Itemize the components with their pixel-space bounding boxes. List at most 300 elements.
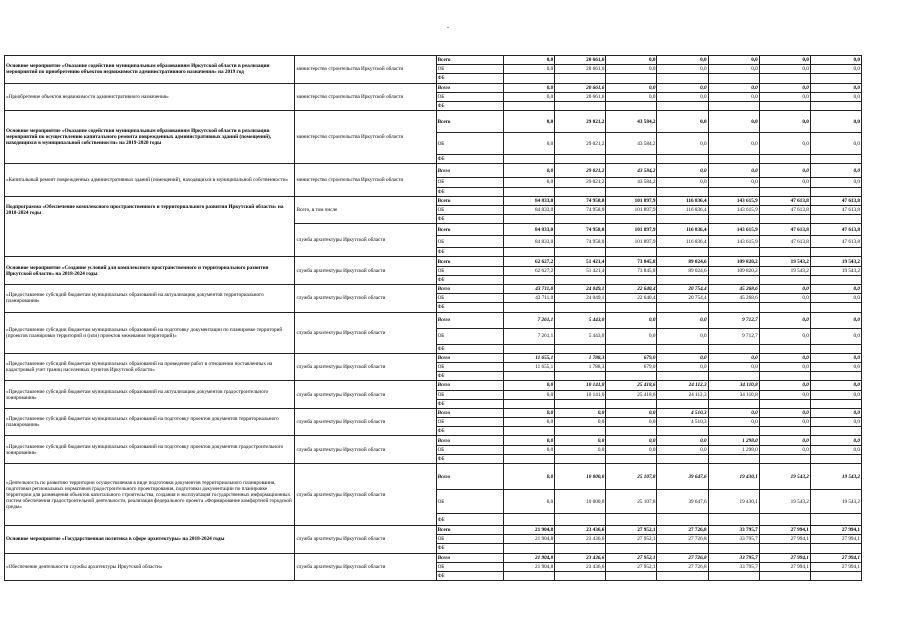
amount-cell — [810, 187, 861, 196]
amount-cell: 33 795,7 — [708, 562, 759, 571]
amount-cell: 84 833,0 — [504, 224, 555, 236]
amount-cell: 0,0 — [759, 56, 810, 65]
responsible-cell: служба архитектуры Иркутской области — [295, 381, 436, 409]
amount-cell: 47 613,8 — [810, 196, 861, 205]
amount-cell — [759, 399, 810, 408]
amount-cell — [504, 514, 555, 526]
amount-cell: 0,0 — [759, 178, 810, 187]
amount-cell: 116 836,4 — [657, 196, 708, 205]
amount-cell: 0,0 — [504, 164, 555, 178]
page-mark: . — [447, 21, 449, 30]
amount-cell: 0,0 — [504, 408, 555, 417]
amount-cell — [759, 427, 810, 436]
amount-cell: 47 613,8 — [759, 224, 810, 236]
amount-cell — [810, 215, 861, 224]
amount-cell: 0,0 — [810, 408, 861, 417]
amount-cell: 0,0 — [504, 111, 555, 133]
funding-source-cell: Всего — [436, 312, 503, 328]
amount-cell: 0,0 — [606, 328, 657, 344]
amount-cell: 0,0 — [504, 490, 555, 514]
amount-cell: 0,0 — [708, 408, 759, 417]
funding-source-cell: ОБ — [436, 328, 503, 344]
activity-name-cell — [5, 224, 295, 257]
amount-cell — [555, 514, 606, 526]
amount-cell — [606, 303, 657, 312]
amount-cell: 0,0 — [504, 436, 555, 445]
funding-source-cell: ФБ — [436, 344, 503, 353]
amount-cell — [759, 248, 810, 257]
amount-cell: 47 613,8 — [810, 205, 861, 214]
amount-cell — [606, 275, 657, 284]
amount-cell: 0,0 — [810, 328, 861, 344]
amount-cell: 101 897,9 — [606, 224, 657, 236]
amount-cell — [504, 399, 555, 408]
amount-cell — [657, 303, 708, 312]
amount-cell: 10 141,0 — [555, 381, 606, 390]
amount-cell: 7 261,1 — [504, 312, 555, 328]
amount-cell: 9 712,7 — [708, 328, 759, 344]
amount-cell: 0,0 — [606, 65, 657, 74]
amount-cell: 34 110,8 — [708, 381, 759, 390]
amount-cell: 0,0 — [759, 445, 810, 454]
amount-cell — [555, 155, 606, 164]
amount-cell — [606, 101, 657, 110]
funding-source-cell: Всего — [436, 436, 503, 445]
amount-cell: 10 000,0 — [555, 490, 606, 514]
table-row — [5, 224, 862, 236]
amount-cell: 0,0 — [504, 83, 555, 92]
amount-cell: 5 443,0 — [555, 328, 606, 344]
funding-source-cell: ОБ — [436, 65, 503, 74]
amount-cell — [504, 454, 555, 463]
amount-cell: 0,0 — [657, 328, 708, 344]
amount-cell: 0,0 — [759, 294, 810, 303]
responsible-cell: служба архитектуры Иркутской области — [295, 224, 436, 257]
amount-cell — [504, 544, 555, 553]
funding-source-cell: ФБ — [436, 427, 503, 436]
amount-cell: 0,0 — [708, 362, 759, 371]
amount-cell: 109 820,2 — [708, 257, 759, 266]
amount-cell — [810, 74, 861, 83]
budget-table — [4, 55, 862, 581]
amount-cell: 51 421,4 — [555, 266, 606, 275]
amount-cell — [708, 427, 759, 436]
activity-name-cell: «Предоставление субсидии бюджетам муниципальных образований на подготовку документации по планировке территорий (проектов планировки территорий и (или) проектов межевания территорий)» — [5, 312, 295, 353]
amount-cell: 74 958,0 — [555, 236, 606, 248]
amount-cell: 0,0 — [606, 408, 657, 417]
table-row — [5, 553, 862, 562]
table-row — [5, 312, 862, 328]
amount-cell: 23 436,6 — [555, 526, 606, 535]
table-row — [5, 83, 862, 92]
funding-source-cell: ФБ — [436, 74, 503, 83]
amount-cell — [555, 427, 606, 436]
funding-source-cell: ОБ — [436, 362, 503, 371]
amount-cell — [810, 155, 861, 164]
amount-cell — [555, 275, 606, 284]
amount-cell — [504, 187, 555, 196]
amount-cell — [504, 303, 555, 312]
activity-name-cell: «Предоставление субсидий бюджетам муниципальных образований на подготовку проектов документов территориального планирования» — [5, 408, 295, 436]
responsible-cell: Всего, в том числе — [295, 196, 436, 224]
table-row — [5, 353, 862, 362]
amount-cell: 0,0 — [606, 92, 657, 101]
amount-cell — [555, 187, 606, 196]
amount-cell: 43 584,2 — [606, 178, 657, 187]
amount-cell: 20 661,6 — [555, 92, 606, 101]
amount-cell: 25 107,8 — [606, 464, 657, 490]
funding-source-cell: ФБ — [436, 215, 503, 224]
amount-cell — [759, 275, 810, 284]
funding-source-cell: ОБ — [436, 294, 503, 303]
amount-cell — [759, 372, 810, 381]
funding-source-cell: ОБ — [436, 445, 503, 454]
amount-cell: 25 418,6 — [606, 381, 657, 390]
amount-cell — [810, 275, 861, 284]
responsible-cell: министерство строительства Иркутской области — [295, 83, 436, 111]
amount-cell — [606, 454, 657, 463]
funding-source-cell: Всего — [436, 353, 503, 362]
amount-cell: 27 994,1 — [810, 553, 861, 562]
amount-cell: 27 994,1 — [759, 535, 810, 544]
amount-cell — [555, 344, 606, 353]
amount-cell — [657, 514, 708, 526]
amount-cell: 34 110,8 — [708, 390, 759, 399]
amount-cell — [657, 399, 708, 408]
amount-cell: 0,0 — [810, 178, 861, 187]
amount-cell: 89 024,6 — [657, 266, 708, 275]
amount-cell — [606, 344, 657, 353]
amount-cell — [657, 248, 708, 257]
amount-cell: 116 836,4 — [657, 236, 708, 248]
amount-cell: 0,0 — [810, 164, 861, 178]
amount-cell: 21 904,8 — [504, 535, 555, 544]
amount-cell — [657, 571, 708, 580]
amount-cell: 11 655,1 — [504, 362, 555, 371]
amount-cell: 29 021,2 — [555, 133, 606, 155]
amount-cell: 4 510,3 — [657, 418, 708, 427]
table-row — [5, 464, 862, 490]
funding-source-cell: Всего — [436, 464, 503, 490]
amount-cell: 0,0 — [759, 436, 810, 445]
amount-cell: 0,0 — [504, 464, 555, 490]
amount-cell: 0,0 — [708, 92, 759, 101]
amount-cell: 0,0 — [810, 285, 861, 294]
responsible-cell: служба архитектуры Иркутской области — [295, 464, 436, 526]
amount-cell — [708, 372, 759, 381]
amount-cell: 0,0 — [759, 408, 810, 417]
amount-cell: 0,0 — [657, 178, 708, 187]
amount-cell: 27 994,1 — [759, 553, 810, 562]
funding-source-cell: Всего — [436, 257, 503, 266]
amount-cell — [759, 215, 810, 224]
funding-source-cell: ФБ — [436, 155, 503, 164]
responsible-cell: министерство строительства Иркутской области — [295, 164, 436, 196]
amount-cell — [606, 155, 657, 164]
funding-source-cell: Всего — [436, 56, 503, 65]
table-body — [5, 56, 862, 581]
amount-cell: 109 820,2 — [708, 266, 759, 275]
activity-name-cell: «Предоставление субсидий бюджетам муниципальных образований на актуализацию документов территориального планирования» — [5, 285, 295, 313]
activity-name-cell: «Деятельность по развитию территории осуществляемая в виде подготовки документов территориального планирования, подготовки региональных нормативов градостроительного проектирования, подготовки документации по планировке территории для размещения объектов капитального строительства, создания и эксплуатация государственных информационных систем обеспечения градостроительной деятельности, реализация федерального проекта «Формирование комфортной городской среды» — [5, 464, 295, 526]
amount-cell: 27 726,8 — [657, 526, 708, 535]
activity-name-cell: Основное мероприятие «Оказание содействия муниципальным образованиям Иркутской области в реализации мероприятий по приобретению объектов недвижимости административного назначения» на 2019 год — [5, 56, 295, 84]
amount-cell: 11 655,1 — [504, 353, 555, 362]
amount-cell: 0,0 — [504, 445, 555, 454]
amount-cell: 39 647,6 — [657, 464, 708, 490]
amount-cell: 0,0 — [759, 390, 810, 399]
amount-cell: 0,0 — [708, 83, 759, 92]
amount-cell: 19 543,2 — [759, 257, 810, 266]
amount-cell: 19 430,1 — [708, 490, 759, 514]
amount-cell — [555, 74, 606, 83]
amount-cell: 1 788,3 — [555, 353, 606, 362]
amount-cell: 27 726,8 — [657, 562, 708, 571]
amount-cell: 27 994,1 — [810, 535, 861, 544]
amount-cell: 73 845,8 — [606, 266, 657, 275]
funding-source-cell: Всего — [436, 83, 503, 92]
amount-cell: 0,0 — [606, 56, 657, 65]
activity-name-cell: Основное мероприятие «Государственная политика в сфере архитектуры» на 2018-2024 годы — [5, 526, 295, 554]
amount-cell — [606, 187, 657, 196]
amount-cell — [759, 101, 810, 110]
amount-cell — [708, 303, 759, 312]
amount-cell — [657, 544, 708, 553]
amount-cell: 0,0 — [657, 133, 708, 155]
amount-cell: 73 845,8 — [606, 257, 657, 266]
amount-cell: 0,0 — [555, 445, 606, 454]
funding-source-cell: ОБ — [436, 562, 503, 571]
amount-cell — [504, 571, 555, 580]
funding-source-cell: ФБ — [436, 248, 503, 257]
amount-cell: 0,0 — [708, 133, 759, 155]
responsible-cell: служба архитектуры Иркутской области — [295, 312, 436, 353]
amount-cell: 0,0 — [759, 381, 810, 390]
amount-cell: 0,0 — [606, 436, 657, 445]
amount-cell: 43 584,2 — [606, 111, 657, 133]
amount-cell: 9 712,7 — [708, 312, 759, 328]
amount-cell: 0,0 — [708, 56, 759, 65]
amount-cell: 74 958,0 — [555, 196, 606, 205]
amount-cell: 27 952,1 — [606, 526, 657, 535]
amount-cell — [810, 454, 861, 463]
amount-cell — [657, 187, 708, 196]
amount-cell: 0,0 — [657, 65, 708, 74]
amount-cell: 0,0 — [759, 285, 810, 294]
amount-cell: 1 298,0 — [708, 445, 759, 454]
responsible-cell: служба архитектуры Иркутской области — [295, 408, 436, 436]
amount-cell: 20 661,6 — [555, 56, 606, 65]
amount-cell — [708, 571, 759, 580]
amount-cell: 43 711,0 — [504, 285, 555, 294]
funding-source-cell: Всего — [436, 196, 503, 205]
amount-cell: 0,0 — [810, 418, 861, 427]
amount-cell — [708, 544, 759, 553]
funding-source-cell: ОБ — [436, 133, 503, 155]
amount-cell — [810, 101, 861, 110]
amount-cell — [708, 248, 759, 257]
amount-cell: 0,0 — [555, 418, 606, 427]
amount-cell: 0,0 — [555, 408, 606, 417]
amount-cell — [810, 344, 861, 353]
funding-source-cell: ОБ — [436, 266, 503, 275]
amount-cell — [555, 544, 606, 553]
amount-cell — [708, 514, 759, 526]
amount-cell: 84 833,0 — [504, 196, 555, 205]
amount-cell — [708, 454, 759, 463]
funding-source-cell: ФБ — [436, 399, 503, 408]
amount-cell: 0,0 — [759, 133, 810, 155]
amount-cell: 143 615,9 — [708, 205, 759, 214]
amount-cell — [657, 275, 708, 284]
amount-cell — [810, 427, 861, 436]
funding-source-cell: ФБ — [436, 275, 503, 284]
amount-cell: 10 000,0 — [555, 464, 606, 490]
amount-cell — [708, 155, 759, 164]
funding-source-cell: ФБ — [436, 187, 503, 196]
amount-cell — [708, 74, 759, 83]
amount-cell: 0,0 — [759, 328, 810, 344]
amount-cell — [708, 399, 759, 408]
funding-source-cell: Всего — [436, 553, 503, 562]
amount-cell: 43 711,0 — [504, 294, 555, 303]
amount-cell: 0,0 — [810, 390, 861, 399]
amount-cell: 0,0 — [657, 312, 708, 328]
amount-cell: 0,0 — [810, 312, 861, 328]
amount-cell — [504, 74, 555, 83]
amount-cell: 19 543,2 — [810, 490, 861, 514]
amount-cell: 0,0 — [606, 418, 657, 427]
amount-cell: 143 615,9 — [708, 236, 759, 248]
amount-cell: 22 640,4 — [606, 285, 657, 294]
amount-cell — [555, 399, 606, 408]
activity-name-cell: «Предоставление субсидий бюджетам муниципальных образований на подготовку проектов документов градостроительного зонирования» — [5, 436, 295, 464]
amount-cell: 0,0 — [759, 83, 810, 92]
amount-cell: 0,0 — [810, 92, 861, 101]
amount-cell: 47 613,8 — [759, 196, 810, 205]
funding-source-cell: ОБ — [436, 236, 503, 248]
amount-cell: 0,0 — [810, 65, 861, 74]
amount-cell — [606, 248, 657, 257]
amount-cell — [657, 101, 708, 110]
activity-name-cell: «Предоставление субсидий бюджетам муниципальных образований на проведение работ в отношении поставленных на кадастровый учет границ населенных пунктов Иркутской области» — [5, 353, 295, 381]
amount-cell: 0,0 — [708, 178, 759, 187]
table-row — [5, 164, 862, 178]
amount-cell — [657, 155, 708, 164]
activity-name-cell: Основное мероприятие «Создание условий для комплексного пространственного и территориального развития Иркутской области» на 2018-2024 годы — [5, 257, 295, 285]
amount-cell — [606, 427, 657, 436]
amount-cell: 33 795,7 — [708, 526, 759, 535]
funding-source-cell: Всего — [436, 224, 503, 236]
amount-cell: 62 627,2 — [504, 266, 555, 275]
funding-source-cell: ОБ — [436, 418, 503, 427]
amount-cell: 0,0 — [759, 92, 810, 101]
amount-cell: 43 584,2 — [606, 164, 657, 178]
amount-cell — [504, 155, 555, 164]
amount-cell: 0,0 — [810, 56, 861, 65]
amount-cell: 0,0 — [504, 418, 555, 427]
amount-cell: 29 021,2 — [555, 164, 606, 178]
amount-cell — [810, 248, 861, 257]
amount-cell: 62 627,2 — [504, 257, 555, 266]
amount-cell: 0,0 — [657, 83, 708, 92]
amount-cell: 0,0 — [708, 65, 759, 74]
funding-source-cell: Всего — [436, 381, 503, 390]
responsible-cell: служба архитектуры Иркутской области — [295, 553, 436, 581]
activity-name-cell: «Предоставление субсидий бюджетам муниципальных образований на актуализацию документов градостроительного зонирования» — [5, 381, 295, 409]
amount-cell: 0,0 — [657, 164, 708, 178]
amount-cell: 5 443,0 — [555, 312, 606, 328]
amount-cell: 0,0 — [810, 111, 861, 133]
amount-cell: 0,0 — [810, 133, 861, 155]
amount-cell: 0,0 — [759, 111, 810, 133]
amount-cell: 101 897,9 — [606, 196, 657, 205]
amount-cell — [810, 399, 861, 408]
amount-cell: 20 754,4 — [657, 285, 708, 294]
amount-cell — [606, 399, 657, 408]
amount-cell — [708, 187, 759, 196]
amount-cell: 0,0 — [708, 418, 759, 427]
amount-cell: 0,0 — [606, 83, 657, 92]
amount-cell: 1 788,3 — [555, 362, 606, 371]
amount-cell — [759, 454, 810, 463]
amount-cell — [759, 544, 810, 553]
activity-name-cell: Подпрограмма «Обеспечение комплексного пространственного и территориального развития Иркутской области» на 2018-2024 годы — [5, 196, 295, 224]
amount-cell: 19 543,2 — [810, 257, 861, 266]
amount-cell: 27 726,8 — [657, 553, 708, 562]
amount-cell: 47 613,8 — [810, 224, 861, 236]
amount-cell: 101 897,9 — [606, 236, 657, 248]
amount-cell — [555, 303, 606, 312]
amount-cell — [759, 514, 810, 526]
amount-cell: 0,0 — [504, 65, 555, 74]
funding-source-cell: ФБ — [436, 544, 503, 553]
funding-source-cell: ФБ — [436, 101, 503, 110]
amount-cell — [606, 544, 657, 553]
amount-cell: 19 543,2 — [810, 464, 861, 490]
table-row — [5, 111, 862, 133]
amount-cell — [657, 344, 708, 353]
amount-cell — [759, 74, 810, 83]
table-row — [5, 408, 862, 417]
amount-cell: 0,0 — [810, 83, 861, 92]
amount-cell: 23 436,6 — [555, 553, 606, 562]
amount-cell: 0,0 — [759, 362, 810, 371]
table-row — [5, 285, 862, 294]
amount-cell: 0,0 — [810, 436, 861, 445]
funding-source-cell: ФБ — [436, 303, 503, 312]
amount-cell: 0,0 — [555, 436, 606, 445]
amount-cell — [504, 215, 555, 224]
activity-name-cell: «Приобретение объектов недвижимости административного назначения» — [5, 83, 295, 111]
amount-cell — [759, 571, 810, 580]
amount-cell: 22 640,4 — [606, 294, 657, 303]
amount-cell: 0,0 — [657, 111, 708, 133]
amount-cell: 0,0 — [708, 164, 759, 178]
amount-cell: 29 021,2 — [555, 111, 606, 133]
activity-name-cell: «Капитальный ремонт поврежденных административных зданий (помещений), находящихся в муниципальной собственности» — [5, 164, 295, 196]
amount-cell: 43 584,2 — [606, 133, 657, 155]
amount-cell: 25 107,8 — [606, 490, 657, 514]
amount-cell — [504, 427, 555, 436]
amount-cell: 27 952,1 — [606, 535, 657, 544]
amount-cell: 20 661,6 — [555, 65, 606, 74]
amount-cell: 0,0 — [759, 353, 810, 362]
activity-name-cell: Основное мероприятие «Оказание содействия муниципальным образованиям Иркутской области в реализации мероприятий по осуществлению капитального ремонта поврежденных административных зданий (помещений), находящихся в муниципальной собственности» на 2019-2020 годы — [5, 111, 295, 164]
funding-source-cell: ОБ — [436, 178, 503, 187]
funding-source-cell: ФБ — [436, 454, 503, 463]
amount-cell — [708, 275, 759, 284]
